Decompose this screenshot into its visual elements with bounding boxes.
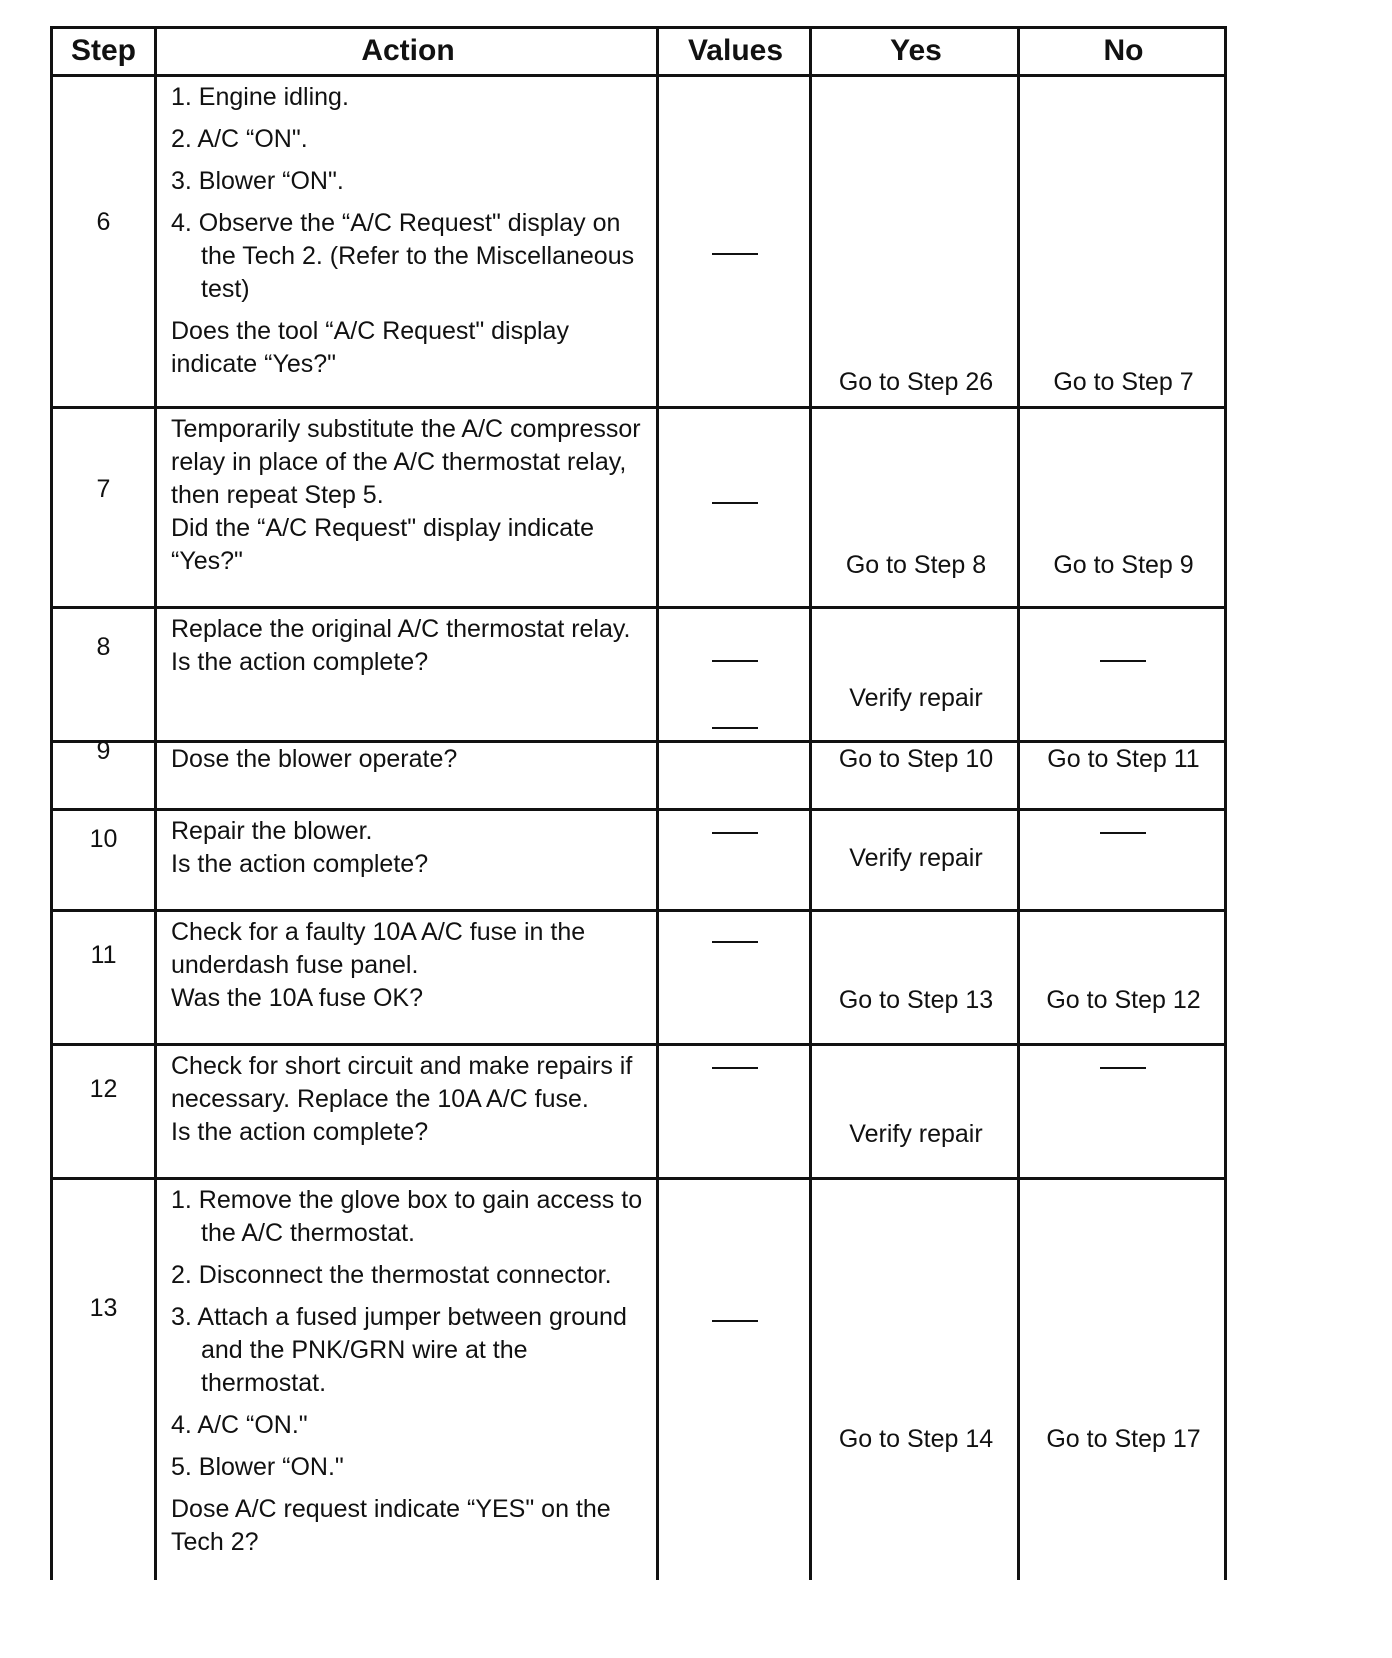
values-dash bbox=[712, 727, 758, 729]
yes-action: Go to Step 14 bbox=[838, 1425, 994, 1453]
step-number: 6 bbox=[96, 207, 111, 236]
no-action: Go to Step 9 bbox=[1053, 551, 1194, 579]
action-line: 3. Attach a fused jumper between ground and the PNK/GRN wire at the thermostat. bbox=[171, 1303, 627, 1397]
yes-action: Verify repair bbox=[849, 684, 983, 712]
values-dash bbox=[712, 660, 758, 662]
header-action: Action bbox=[361, 34, 455, 67]
action-line: Check for short circuit and make repairs if necessary. Replace the 10A A/C fuse. bbox=[171, 1052, 633, 1113]
header-yes: Yes bbox=[890, 34, 942, 67]
values-dash bbox=[712, 941, 758, 943]
yes-action: Go to Step 13 bbox=[838, 986, 994, 1014]
no-dash bbox=[1100, 1067, 1146, 1069]
action-text bbox=[157, 912, 656, 1024]
values-dash bbox=[712, 502, 758, 504]
values-dash bbox=[712, 832, 758, 834]
action-line: 1. Remove the glove box to gain access to the A/C thermostat. bbox=[171, 1186, 643, 1247]
action-line: 2. Disconnect the thermostat connector. bbox=[171, 1261, 612, 1289]
step-number: 7 bbox=[96, 474, 111, 503]
action-line: 5. Blower “ON." bbox=[171, 1453, 344, 1481]
action-line: 4. A/C “ON." bbox=[171, 1411, 308, 1439]
header-values: Values bbox=[687, 34, 784, 67]
action-text bbox=[157, 811, 656, 890]
step-number: 8 bbox=[96, 632, 111, 661]
action-line: Was the 10A fuse OK? bbox=[171, 984, 423, 1012]
action-line: Check for a faulty 10A A/C fuse in the underdash fuse panel. bbox=[171, 918, 586, 979]
header-step: Step bbox=[70, 34, 136, 67]
action-line: 3. Blower “ON". bbox=[171, 167, 344, 195]
action-text bbox=[157, 77, 656, 390]
action-line: Dose the blower operate? bbox=[171, 745, 458, 773]
yes-action: Go to Step 26 bbox=[838, 368, 994, 396]
action-line: Is the action complete? bbox=[171, 1118, 429, 1146]
action-line: Did the “A/C Request" display indicate “Yes?" bbox=[171, 514, 594, 575]
no-action: Go to Step 12 bbox=[1046, 986, 1201, 1014]
no-action: Go to Step 11 bbox=[1047, 745, 1200, 773]
action-line: Is the action complete? bbox=[171, 648, 429, 676]
no-action: Go to Step 7 bbox=[1053, 368, 1194, 396]
header-no: No bbox=[1103, 34, 1144, 67]
action-text bbox=[157, 1180, 656, 1568]
diagnostic-table bbox=[50, 26, 1310, 1580]
action-text bbox=[157, 409, 656, 587]
step-number: 10 bbox=[89, 824, 118, 853]
action-line: Is the action complete? bbox=[171, 850, 429, 878]
step-number: 12 bbox=[89, 1074, 118, 1103]
action-text bbox=[157, 609, 656, 688]
action-text bbox=[157, 743, 656, 785]
step-number: 9 bbox=[96, 737, 111, 765]
action-line: 4. Observe the “A/C Request" display on the Tech 2. (Refer to the Miscellaneous test) bbox=[171, 209, 635, 303]
values-dash bbox=[712, 253, 758, 255]
step-number: 11 bbox=[90, 940, 117, 969]
action-line: Repair the blower. bbox=[171, 817, 373, 845]
action-line: 1. Engine idling. bbox=[171, 83, 349, 111]
yes-action: Verify repair bbox=[849, 1120, 983, 1148]
action-text bbox=[157, 1046, 656, 1158]
action-line: Dose A/C request indicate “YES" on the Tech 2? bbox=[171, 1495, 611, 1556]
action-line: Does the tool “A/C Request" display indicate “Yes?" bbox=[171, 317, 569, 378]
action-line: Replace the original A/C thermostat relay. bbox=[171, 615, 631, 643]
action-line: 2. A/C “ON". bbox=[171, 125, 308, 153]
step-number: 13 bbox=[89, 1293, 118, 1322]
values-dash bbox=[712, 1320, 758, 1322]
no-dash bbox=[1100, 660, 1146, 662]
yes-action: Go to Step 8 bbox=[845, 551, 987, 579]
no-action: Go to Step 17 bbox=[1046, 1425, 1201, 1453]
action-line: Temporarily substitute the A/C compressor relay in place of the A/C thermostat relay, then repeat Step 5. bbox=[171, 415, 641, 509]
yes-action: Go to Step 10 bbox=[838, 745, 994, 773]
values-dash bbox=[712, 1067, 758, 1069]
yes-action: Verify repair bbox=[849, 844, 983, 872]
no-dash bbox=[1100, 832, 1146, 834]
